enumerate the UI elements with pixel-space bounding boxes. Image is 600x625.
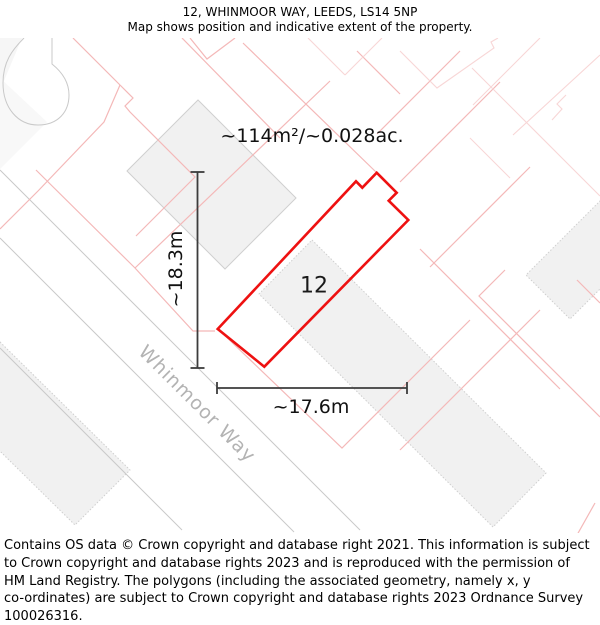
parcel-line (577, 503, 595, 533)
parcel-line-light (400, 38, 498, 88)
parcel-lines-light-layer (308, 38, 600, 196)
parcel-line (73, 38, 120, 85)
building-east (526, 175, 600, 319)
parcel-line (400, 82, 500, 182)
parcel-line-light (345, 38, 382, 75)
copyright-footer (4, 537, 598, 625)
parcel-line-light (308, 38, 345, 75)
area-label: ~114m²/~0.028ac. (220, 125, 404, 147)
buildings-layer (0, 100, 600, 527)
map-area (0, 38, 600, 533)
footer-line: 100026316. (4, 609, 83, 625)
plot-number-label: 12 (300, 273, 328, 299)
page-subtitle: Map shows position and indicative extent of the property. (127, 20, 473, 34)
footer-line: co-ordinates) are subject to Crown copyright and database rights 2023 Ordnance Survey (4, 591, 584, 607)
parcel-line-light (470, 138, 510, 178)
parcel-line (377, 51, 460, 134)
header (0, 5, 600, 35)
page-title: 12, WHINMOOR WAY, LEEDS, LS14 5NP (182, 5, 418, 19)
parcel-line-light (552, 95, 566, 120)
parcel-line (357, 51, 400, 94)
footer-line: Contains OS data © Crown copyright and database right 2021. This information is subject (4, 538, 590, 553)
street-name-label: Whinmoor Way (133, 340, 261, 468)
footer-line: to Crown copyright and database rights 2023 and is reproduced with the permission of (4, 555, 570, 571)
parcel-line-light (513, 55, 600, 135)
tint-road-side (0, 78, 47, 169)
parcel-line-light (473, 38, 540, 105)
width-dimension-label: ~17.6m (272, 396, 350, 418)
parcel-line (430, 167, 530, 267)
height-dimension-label: ~18.3m (165, 230, 187, 308)
footer-line: HM Land Registry. The polygons (including the associated geometry, namely x, y (4, 573, 531, 589)
building-southwest (0, 342, 130, 525)
parcel-line (190, 38, 235, 59)
